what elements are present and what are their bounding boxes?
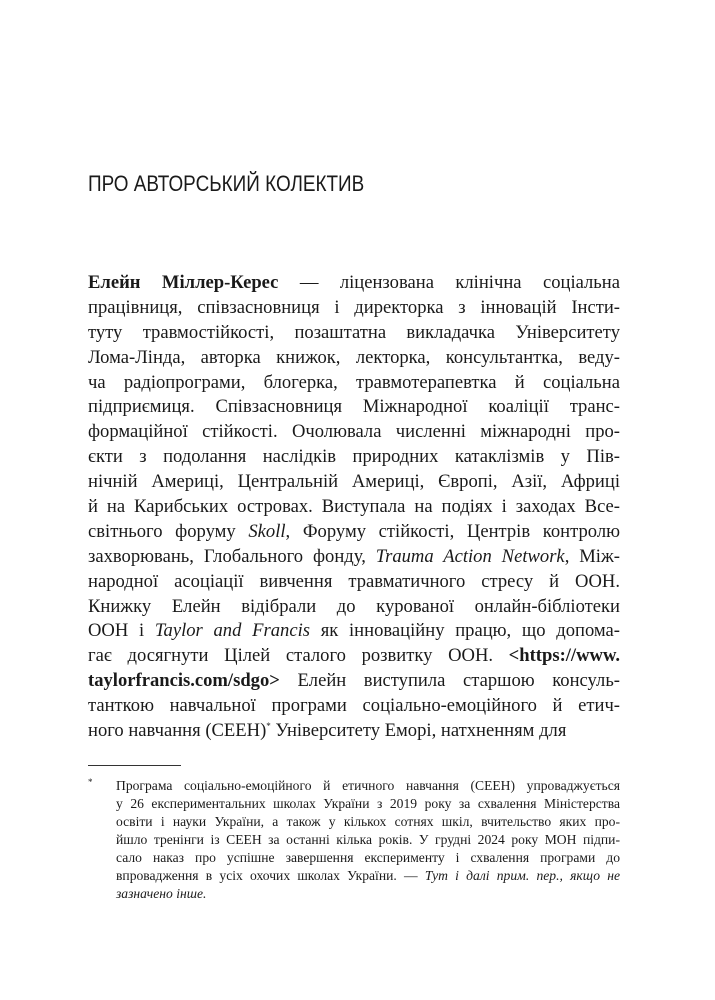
text-line <box>88 719 620 744</box>
author-name: Елейн Міллер-Керес <box>88 272 279 293</box>
footnote-line <box>116 867 620 885</box>
text-line <box>88 271 620 296</box>
line-text: , Форуму стійкості, Центрів контролю <box>285 520 620 542</box>
line-text: як інноваційну працю, що допома- <box>309 620 620 642</box>
text-line: нічній Америці, Центральній Америці, Європі, Азії, Африці <box>88 471 620 493</box>
line-text: впровадження в усіх охочих школах України. — <box>116 868 425 883</box>
page-title: ПРО АВТОРСЬКИЙ КОЛЕКТИВ <box>88 171 365 196</box>
text-line: танткою навчальної програми соціально-емоційного й етич- <box>88 695 620 717</box>
footnote-line: сало наказ про успішне завершення експерименту і схвалення програми до <box>116 850 620 865</box>
body-paragraph <box>88 271 620 744</box>
url-link-part: <https://www. <box>508 645 620 667</box>
line-text: Університету Еморі, натхненням для <box>270 720 567 742</box>
line-text: — ліцензована клінічна соціальна <box>278 272 620 293</box>
italic-term: Trauma Action Network <box>375 545 565 567</box>
italic-term: Taylor and Francis <box>154 620 310 642</box>
footnote-marker: * <box>88 777 93 787</box>
text-line: працівниця, співзасновниця і директорка з інновацій Інсти- <box>88 296 620 318</box>
footnote-line: освіти і науки України, а також у кількох сотнях шкіл, вчительство яких про- <box>116 814 620 829</box>
text-line <box>88 644 620 669</box>
text-line: туту травмостійкості, позаштатна викладачка Університету <box>88 321 620 343</box>
url-link-part: taylorfrancis.com/sdgo> <box>88 670 280 692</box>
text-line: єкти з подолання наслідків природних катаклізмів у Пів- <box>88 446 620 468</box>
text-line <box>88 520 620 545</box>
line-text: , Між- <box>564 545 620 567</box>
italic-note: зазначено інше. <box>116 886 207 901</box>
line-text: ООН і <box>88 620 155 642</box>
italic-term: Skoll <box>248 520 286 542</box>
footnote <box>116 777 620 903</box>
footnote-line: Програма соціально-емоційного й етичного навчання (СЕЕН) упроваджується <box>116 778 620 793</box>
text-line: формаційної стійкості. Очолювала численні міжнародні про- <box>88 421 620 443</box>
footnote-line: у 26 експериментальних школах України з 2019 року за схвалення Міністерства <box>116 796 620 811</box>
footnote-reference: * <box>266 721 271 732</box>
line-text: світнього форуму <box>88 520 249 542</box>
footnote-line: йшло тренінги із СЕЕН за останні кілька років. У грудні 2024 року МОН підпи- <box>116 832 620 847</box>
line-text: гає досягнути Цілей сталого розвитку ООН. <box>88 645 509 667</box>
text-line: Книжку Елейн відібрали до курованої онлайн-бібліотеки <box>88 595 620 617</box>
text-line: ча радіопрограми, блогерка, травмотерапевтка й соціальна <box>88 371 620 393</box>
text-line: народної асоціації вивчення травматичного стресу й ООН. <box>88 570 620 592</box>
text-line <box>88 545 620 570</box>
text-line: Лома-Лінда, авторка книжок, лекторка, консультантка, веду- <box>88 346 620 368</box>
text-line <box>88 669 620 694</box>
line-text: захворювань, Глобального фонду, <box>88 545 376 567</box>
line-text: Елейн виступила старшою консуль- <box>279 670 620 692</box>
line-text: ного навчання (СЕЕН) <box>88 720 267 742</box>
footnote-divider <box>88 765 181 766</box>
footnote-line <box>116 885 620 903</box>
text-line: підприємиця. Співзасновниця Міжнародної коаліції транс- <box>88 396 620 418</box>
text-line <box>88 619 620 644</box>
text-line: й на Карибських островах. Виступала на подіях і заходах Все- <box>88 496 620 518</box>
italic-note: Тут і далі прим. пер., якщо не <box>424 868 620 883</box>
